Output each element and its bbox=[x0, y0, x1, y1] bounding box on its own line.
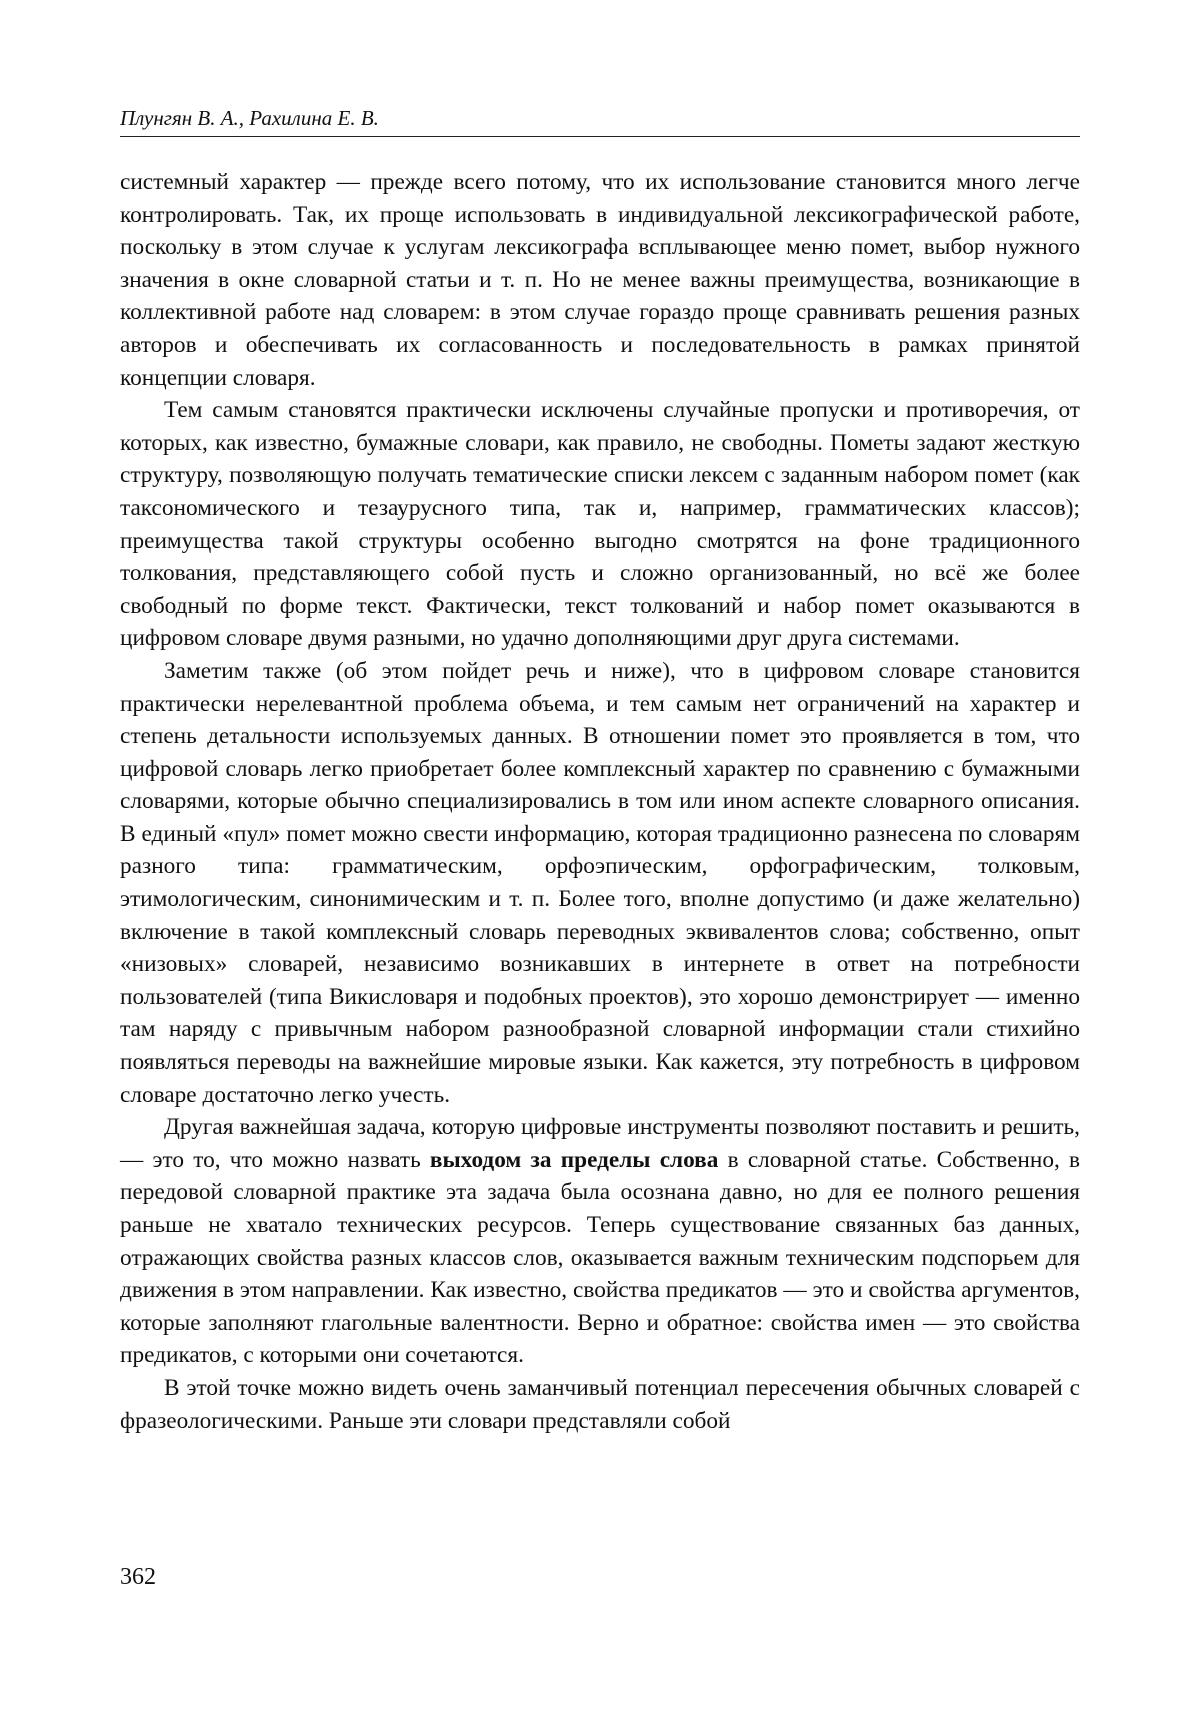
paragraph-4-text-after: в словарной статье. Собственно, в передовой словарной практике эта задача была осознана давно, но для ее полного решения раньше не хватало технических ресурсов. Теперь существование связанных баз данных, отражающих свойства разных классов слов, оказывается важным техническим подспорьем для движения в этом направлении. Как известно, свойства предикатов — это и свойства аргументов, которые заполняют глагольные валентности. Верно и обратное: свойства имен — это свойства предикатов, с которыми они сочетаются. bbox=[120, 1146, 1080, 1369]
page-number: 362 bbox=[120, 1564, 156, 1590]
paragraph-2: Тем самым становятся практически исключены случайные пропуски и противоречия, от которых, как известно, бумажные словари, как правило, не свободны. Пометы задают жесткую структуру, позволяющую получать тематические списки лексем с заданным набором помет (как таксономического и тезаурусного типа, так и, например, грамматических классов); преимущества такой структуры особенно выгодно смотрятся на фоне традиционного толкования, представляющего собой пусть и сложно организованный, но всё же более свободный по форме текст. Фактически, текст толкований и набор помет оказываются в цифровом словаре двумя разными, но удачно дополняющими друг друга системами. bbox=[120, 397, 1080, 652]
paragraph-5: В этой точке можно видеть очень заманчивый потенциал пересечения обычных словарей с фразеологическими. Раньше эти словари представляли собой bbox=[120, 1374, 1080, 1434]
paragraph-3: Заметим также (об этом пойдет речь и ниже), что в цифровом словаре становится практически нерелевантной проблема объема, и тем самым нет ограничений на характер и степень детальности используемых данных. В отношении помет это проявляется в том, что цифровой словарь легко приобретает более комплексный характер по сравнению с бумажными словарями, которые обычно специализировались в том или ином аспекте словарного описания. В единый «пул» помет можно свести информацию, которая традиционно разнесена по словарям разного типа: грамматическим, орфоэпическим, орфографическим, толковым, этимологическим, синонимическим и т. п. Более того, вполне допустимо (и даже желательно) включение в такой комплексный словарь переводных эквивалентов слова; собственно, опыт «низовых» словарей, независимо возникавших в интернете в ответ на потребности пользователей (типа Викисловаря и подобных проектов), это хорошо демонстрирует — именно там наряду с привычным набором разнообразной словарной информации стали стихийно появляться переводы на важнейшие мировые языки. Как кажется, эту потребность в цифровом словаре достаточно легко учесть. bbox=[120, 657, 1080, 1108]
paragraph-4 bbox=[120, 1111, 1080, 1372]
paragraph-4-text-before: Другая важнейшая задача, которую цифровые инструменты позволяют поставить и решить, — это то, что можно назвать bbox=[120, 1114, 1080, 1173]
body-text bbox=[120, 166, 1080, 1437]
bold-term: выходом за пределы слова bbox=[429, 1146, 719, 1173]
paragraph-1: системный характер — прежде всего потому, что их использование становится много легче контролировать. Так, их проще использовать в индивидуальной лексикографической работе, поскольку в этом случае к услугам лексикографа всплывающее меню помет, выбор нужного значения в окне словарной статьи и т. п. Но не менее важны преимущества, возникающие в коллективной работе над словарем: в этом случае гораздо проще сравнивать решения разных авторов и обеспечивать их согласованность и последовательность в рамках принятой концепции словаря. bbox=[120, 169, 1080, 391]
running-head: Плунгян В. А., Рахилина Е. В. bbox=[120, 104, 1080, 137]
